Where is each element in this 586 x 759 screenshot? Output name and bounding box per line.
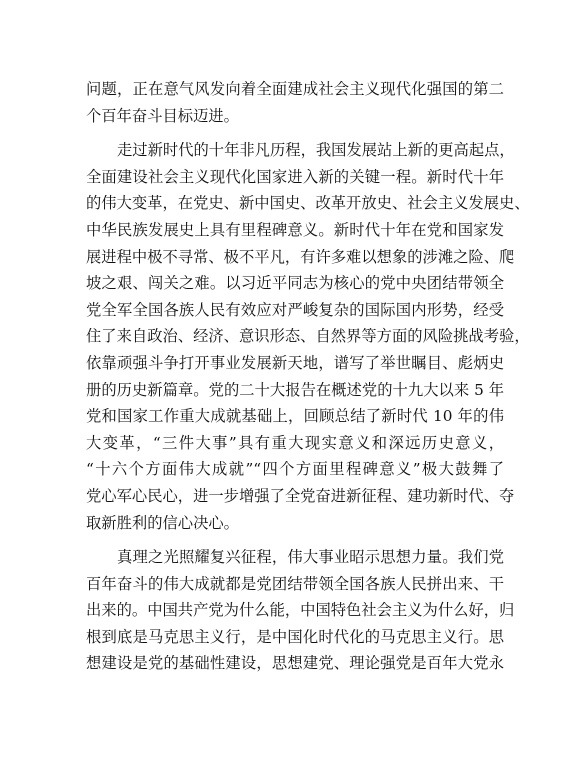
text-line: 真理之光照耀复兴征程，伟大事业昭示思想力量。我们党 [117, 548, 504, 567]
text-line: “十六个方面伟大成就”“四个方面里程碑意义”极大鼓舞了 [86, 460, 504, 479]
paragraph-gap [86, 536, 504, 544]
text-line: 问题，正在意气风发向着全面建成社会主义现代化强国的第二 [86, 80, 504, 98]
paragraph-gap [86, 129, 504, 137]
text-line: 中华民族发展史上具有里程碑意义。新时代十年在党和国家发 [86, 220, 504, 239]
text-line: 个百年奋斗目标迈进。 [86, 106, 239, 125]
text-line: 展进程中极不寻常、极不平凡，有许多难以想象的涉滩之险、爬 [86, 247, 515, 266]
text-line: 党全军全国各族人民有效应对严峻复杂的国际国内形势，经受 [86, 300, 504, 319]
text-line: 想建设是党的基础性建设，思想建党、理论强党是百年大党永 [86, 654, 504, 673]
text-line: 走过新时代的十年非凡历程，我国发展站上新的更高起点， [117, 141, 515, 160]
text-line: 全面建设社会主义现代化国家进入新的关键一程。新时代十年 [86, 167, 504, 186]
document-body [86, 76, 530, 677]
paragraph-1 [86, 76, 504, 129]
text-line: 依靠顽强斗争打开事业发展新天地，谱写了举世瞩目、彪炳史 [86, 353, 504, 372]
paragraph-2 [86, 137, 530, 536]
text-line: 出来的。中国共产党为什么能，中国特色社会主义为什么好，归 [86, 601, 515, 620]
text-line: 的伟大变革，在党史、新中国史、改革开放史、社会主义发展史、 [86, 194, 530, 213]
text-line: 大变革，“三件大事”具有重大现实意义和深远历史意义， [86, 433, 504, 452]
text-line: 根到底是马克思主义行，是中国化时代化的马克思主义行。思 [86, 627, 504, 646]
text-line: 党心军心民心，进一步增强了全党奋进新征程、建功新时代、夺 [86, 486, 515, 505]
text-line: 取新胜利的信心决心。 [86, 513, 239, 532]
text-line: 党和国家工作重大成就基础上，回顾总结了新时代 10 年的伟 [86, 407, 504, 426]
text-line: 住了来自政治、经济、意识形态、自然界等方面的风险挑战考验， [86, 327, 530, 346]
paragraph-3 [86, 544, 515, 677]
text-line: 册的历史新篇章。党的二十大报告在概述党的十九大以来 5 年 [86, 380, 504, 399]
text-line: 百年奋斗的伟大成就都是党团结带领全国各族人民拼出来、干 [86, 574, 504, 593]
text-line: 坡之艰、闯关之难。以习近平同志为核心的党中央团结带领全 [86, 274, 504, 293]
